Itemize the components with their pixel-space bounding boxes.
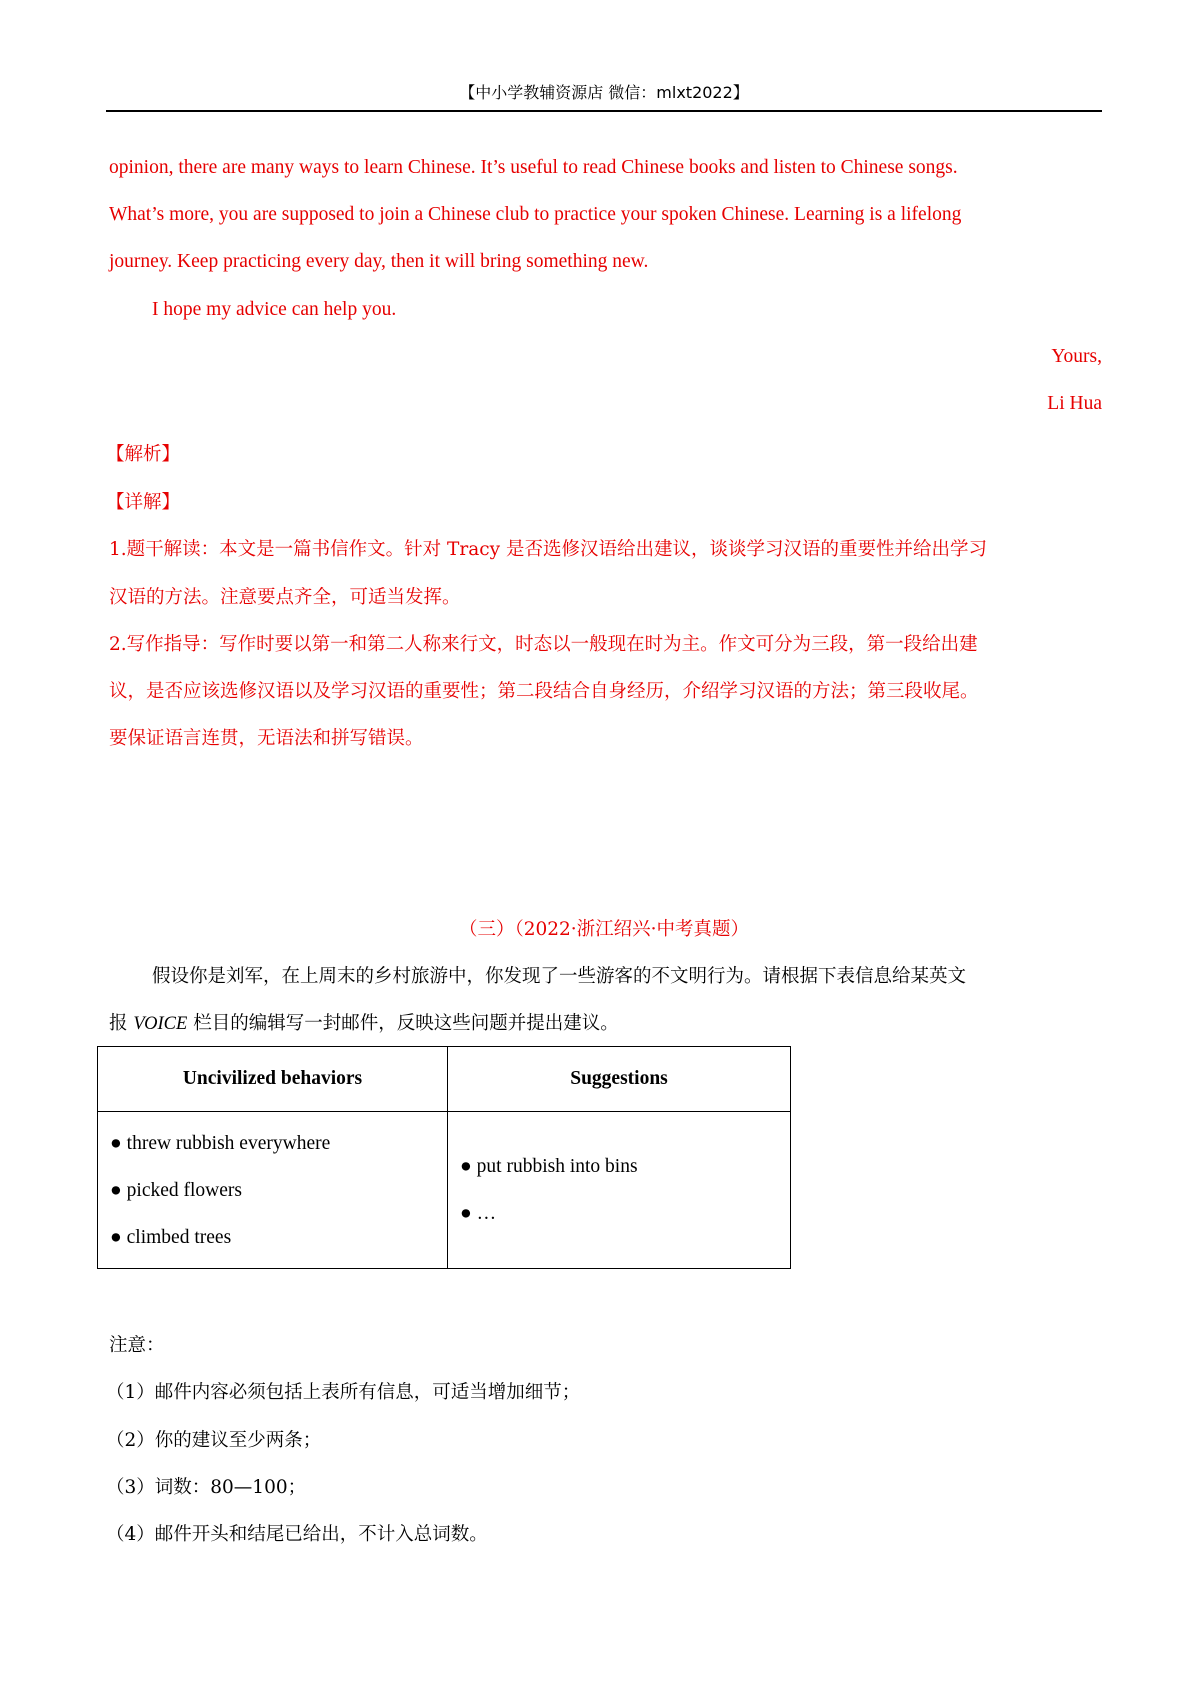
behaviors-cell [98,1112,448,1269]
page-header: 【中小学教辅资源店 微信：mlxt2022】 [459,83,749,102]
info-table [97,1046,791,1269]
analysis-point2-line-1: 2.写作指导：写作时要以第一和第二人称来行文，时态以一般现在时为主。作文可分为三段，第一段给出建 [109,634,978,655]
answer-line-2: What’s more, you are supposed to join a Chinese club to practice your spoken Chinese. Learning is a lifelong [109,204,962,225]
analysis-point1-line-2: 汉语的方法。注意要点齐全，可适当发挥。 [109,587,461,608]
question-prompt-line-2 [109,1009,619,1035]
suggestion-item: ● … [460,1203,497,1224]
analysis-point1-line-1: 1.题干解读：本文是一篇书信作文。针对 Tracy 是否选修汉语给出建议，谈谈学习汉语的重要性并给出学习 [109,539,987,560]
suggestion-item: ● put rubbish into bins [460,1156,638,1177]
behavior-item: ● picked flowers [110,1179,242,1201]
table-header-row [98,1047,791,1112]
prompt-text-b: 栏目的编辑写一封邮件，反映这些问题并提出建议。 [187,1013,619,1034]
note-item: （4）邮件开头和结尾已给出，不计入总词数。 [106,1524,488,1545]
voice-column-name: VOICE [133,1014,188,1034]
header-divider [106,110,1102,112]
answer-closing-line: I hope my advice can help you. [152,299,397,320]
question-prompt-line-1: 假设你是刘军，在上周末的乡村旅游中，你发现了一些游客的不文明行为。请根据下表信息给某英文 [152,966,967,987]
note-item: （3）词数：80—100； [106,1477,307,1498]
signature: Li Hua [1047,393,1102,414]
behavior-item: ● climbed trees [110,1226,232,1248]
analysis-label: 【解析】 [106,444,181,465]
analysis-point2-line-2: 议，是否应该选修汉语以及学习汉语的重要性；第二段结合自身经历，介绍学习汉语的方法；第三段收尾。 [109,681,979,702]
sign-off: Yours, [1051,346,1102,367]
notes-label: 注意： [109,1335,165,1356]
table-row [98,1112,791,1269]
question-title: （三）（2022·浙江绍兴·中考真题） [458,919,750,940]
note-item: （2）你的建议至少两条； [106,1430,322,1451]
header-suggestions: Suggestions [448,1047,791,1112]
analysis-point2-line-3: 要保证语言连贯，无语法和拼写错误。 [109,728,424,749]
prompt-text-a: 报 [109,1013,134,1034]
detail-label: 【详解】 [106,492,181,513]
suggestions-cell [448,1112,791,1269]
note-item: （1）邮件内容必须包括上表所有信息，可适当增加细节； [106,1382,581,1403]
behavior-item: ● threw rubbish everywhere [110,1132,331,1154]
answer-line-1: opinion, there are many ways to learn Chinese. It’s useful to read Chinese books and listen to Chinese songs. [109,157,958,178]
header-behaviors: Uncivilized behaviors [98,1047,448,1112]
answer-line-3: journey. Keep practicing every day, then it will bring something new. [109,251,649,272]
